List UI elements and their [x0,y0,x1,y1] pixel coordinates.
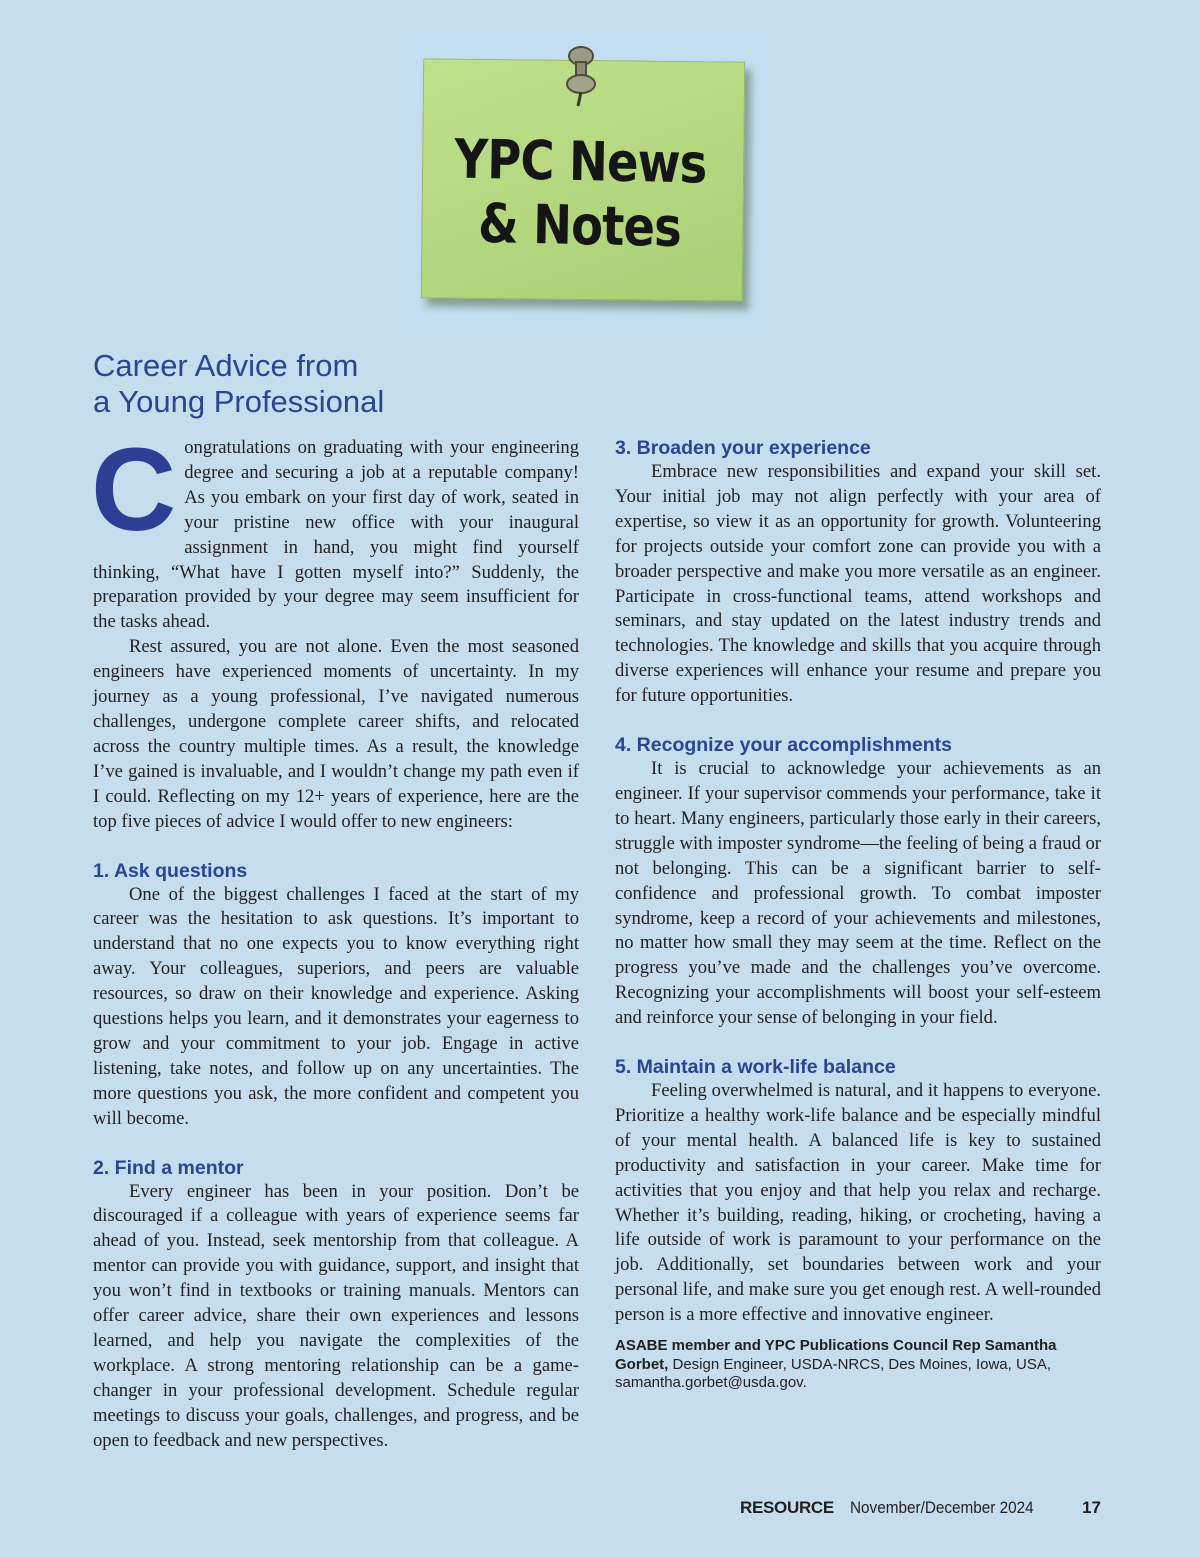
author-name: ASABE member and YPC Publications Council Rep Samantha Gorbet, [615,1337,1057,1373]
section-heading-find-mentor: 2. Find a mentor [93,1156,244,1179]
banner-title-line-2: & Notes [477,191,682,260]
section-heading-recognize-accomplishments: 4. Recognize your accomplishments [615,734,953,757]
section-body-work-life-balance: Feeling overwhelmed is natural, and it happens to everyone. Prioritize a healthy work-life balance and be especially mindful of your mental health. A balanced life is key to sustained productivity and satisfaction in your career. Make time for activities that you enjoy and that help you relax and recharge. Whether it’s building, reading, hiking, or crocheting, having a life outside of work is paramount to your performance on the job. Additionally, set boundaries between work and your personal life, and make sure you get enough rest. A well-rounded person is a more effective and innovative engineer. [615,1080,1101,1326]
intro-paragraph-2: Rest assured, you are not alone. Even the most seasoned engineers have experienced moments of uncertainty. In my journey as a young professional, I’ve navigated numerous challenges, undergone complete career shifts, and relocated across the country multiple times. As a result, the knowledge I’ve gained is invaluable, and I wouldn’t change my path even if I could. Reflecting on my 12+ years of experience, here are the top five pieces of advice I would offer to new engineers: [93,636,579,832]
author-affiliation: Design Engineer, USDA-NRCS, Des Moines, Iowa, USA, samantha.gorbet@usda.gov. [615,1355,1051,1392]
author-byline [615,1337,1101,1393]
article-title-line-1: Career Advice from [93,348,359,383]
intro-paragraph-1 [91,424,579,635]
section-body-broaden-experience: Embrace new responsibilities and expand your skill set. Your initial job may not align perfectly with your area of expertise, so view it as an opportunity for growth. Volunteering for projects outside your comfort zone can provide you with a broader perspective and make you more versatile as an engineer. Participate in cross-functional teams, attend workshops and seminars, and stay updated on the latest industry trends and technologies. The knowledge and skills that you acquire through diverse experiences will enhance your resume and prepare you for future opportunities. [615,461,1101,707]
section-heading-ask-questions: 1. Ask questions [93,859,248,882]
section-heading-broaden-experience: 3. Broaden your experience [615,437,871,459]
section-body-ask-questions: One of the biggest challenges I faced at the start of my career was the hesitation to ask questions. It’s important to understand that no one expects you to know everything right away. Your colleagues, superiors, and peers are valuable resources, so draw on their knowledge and experience. Asking questions helps you learn, and it demonstrates your eagerness to grow and your commitment to your job. Engage in active listening, take notes, and follow up on any uncertainties. The more questions you ask, the more confident and competent you will become. [93,883,579,1129]
push-pin-icon [556,44,606,108]
page-number: 17 [1082,1498,1101,1517]
section-body-find-mentor: Every engineer has been in your position. Don’t be discouraged if a colleague with years of experience seems far ahead of you. Instead, seek mentorship from that colleague. A mentor can provide you with guidance, support, and insight that you won’t find in textbooks or training manuals. Mentors can offer career advice, share their own experiences and lessons learned, and help you navigate the complexities of the workplace. A strong mentoring relationship can be a game-changer in your professional development. Schedule regular meetings to discuss your goals, challenges, and progress, and be open to feedback and new perspectives. [93,1180,579,1451]
page-footer [0,1496,1102,1520]
magazine-name: RESOURCE [740,1498,834,1517]
banner-title-line-1: YPC News [454,127,707,196]
section-heading-work-life-balance: 5. Maintain a work-life balance [615,1056,896,1079]
drop-cap: C [91,424,177,556]
issue-date: November/December 2024 [850,1498,1034,1517]
article-title [93,348,593,420]
section-body-recognize-accomplishments: It is crucial to acknowledge your achievements as an engineer. If your supervisor commends your performance, take it to heart. Many engineers, particularly those early in their careers, struggle with imposter syndrome—the feeling of being a fraud or not belonging. This can be a significant barrier to self-confidence and professional growth. To combat imposter syndrome, keep a record of your achievements and milestones, no matter how small they may seem at the time. Reflect on the progress you’ve made and the challenges you’ve overcome. Recognizing your accomplishments will boost your self-esteem and reinforce your sense of belonging in your field. [615,758,1101,1029]
left-column [91,424,579,1454]
banner-title [450,127,710,260]
right-column [615,436,1101,1393]
article-title-line-2: a Young Professional [93,384,385,419]
intro-paragraph-1-text: ongratulations on graduating with your engineering degree and securing a job at a reputable company! As you embark on your first day of work, seated in your pristine new office with your inaugural assignment in hand, you might find yourself thinking, “What have I gotten myself into?” Suddenly, the preparation provided by your degree may seem insufficient for the tasks ahead. [93,437,579,633]
